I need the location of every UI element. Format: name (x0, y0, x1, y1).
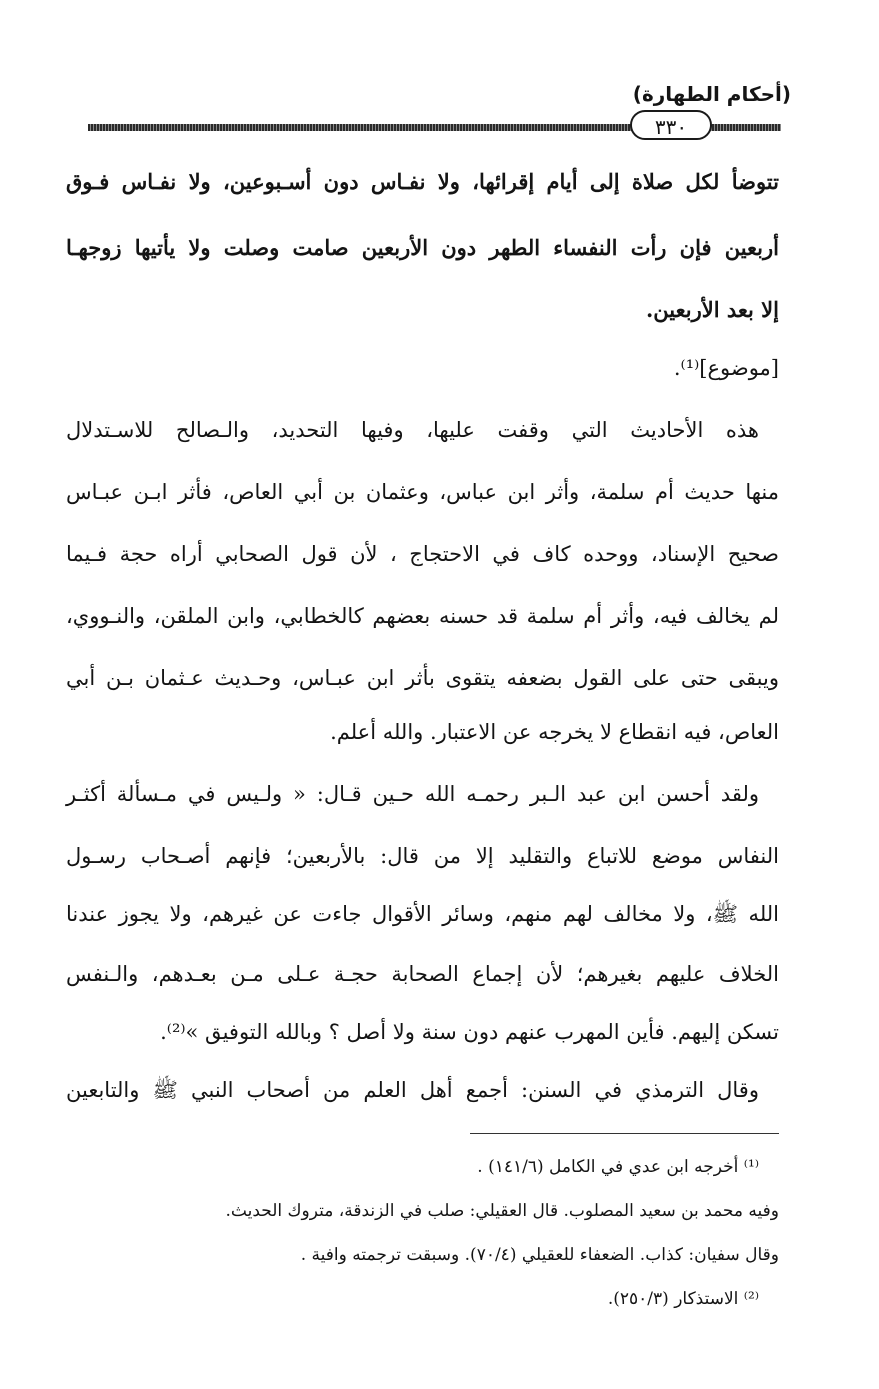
running-header-title: (أحكام الطهارة) (632, 82, 791, 106)
text-line: الله ﷺ، ولا مخالف لهم منهم، وسائر الأقوال جاءت عن غيرهم، ولا يجوز عندنا (66, 902, 779, 926)
text-line: إلا بعد الأربعين. (646, 297, 779, 322)
text-line: منها حديث أم سلمة، وأثر ابن عباس، وعثمان بن أبي العاص، فأثر ابـن عبـاس (66, 480, 779, 504)
text-line: الخلاف عليهم بغيرهم؛ لأن إجماع الصحابة حجـة عـلى مـن بعـدهم، والـنفس (66, 962, 780, 986)
text-line: النفاس موضع للاتباع والتقليد إلا من قال: بالأربعين؛ فإنهم أصـحاب رسـول (66, 844, 779, 868)
text-line: أربعين فإن رأت النفساء الطهر دون الأربعين صامت وصلت ولا يأتيها زوجهـا (66, 235, 779, 260)
text-line: تتوضأ لكل صلاة إلى أيام إقرائها، ولا نفـاس دون أسـبوعين، ولا نفـاس فـوق (66, 169, 779, 194)
text-line: وقال الترمذي في السنن: أجمع أهل العلم من أصحاب النبي ﷺ والتابعين (66, 1078, 759, 1102)
text-line: صحيح الإسناد، ووحده كاف في الاحتجاج ، لأن قول الصحابي أراه حجة فـيما (66, 542, 779, 566)
text-line: تسكن إليهم. فأين المهرب عنهم دون سنة ولا أصل ؟ وبالله التوفيق »⁽²⁾. (160, 1020, 779, 1044)
text-line: هذه الأحاديث التي وقفت عليها، وفيها التحديد، والـصالح للاسـتدلال (66, 418, 759, 442)
footnote-separator (470, 1133, 779, 1134)
page-number: ٣٣٠ (630, 110, 712, 140)
footnote-line: ⁽¹⁾ أخرجه ابن عدي في الكامل (١٤١/٦) . (477, 1157, 759, 1177)
text-line: ولقد أحسن ابن عبد الـبر رحمـه الله حـين قـال: « ولـيس في مـسألة أكثـر (66, 782, 759, 806)
footnote-line: وقال سفيان: كذاب. الضعفاء للعقيلي (٧٠/٤). وسبقت ترجمته وافية . (300, 1245, 779, 1265)
text-line: ويبقى حتى على القول بضعفه يتقوى بأثر ابن عبـاس، وحـديث عـثمان بـن أبي (66, 666, 779, 690)
text-line: لم يخالف فيه، وأثر أم سلمة قد حسنه بعضهم كالخطابي، وابن الملقن، والنـووي، (66, 604, 779, 628)
footnote-line: ⁽²⁾ الاستذكار (٢٥٠/٣). (607, 1289, 759, 1309)
footnote-line: وفيه محمد بن سعيد المصلوب. قال العقيلي: صلب في الزندقة، متروك الحديث. (225, 1201, 779, 1221)
text-line: العاص، فيه انقطاع لا يخرجه عن الاعتبار. والله أعلم. (330, 720, 779, 744)
text-line: [موضوع]⁽¹⁾. (673, 356, 779, 380)
